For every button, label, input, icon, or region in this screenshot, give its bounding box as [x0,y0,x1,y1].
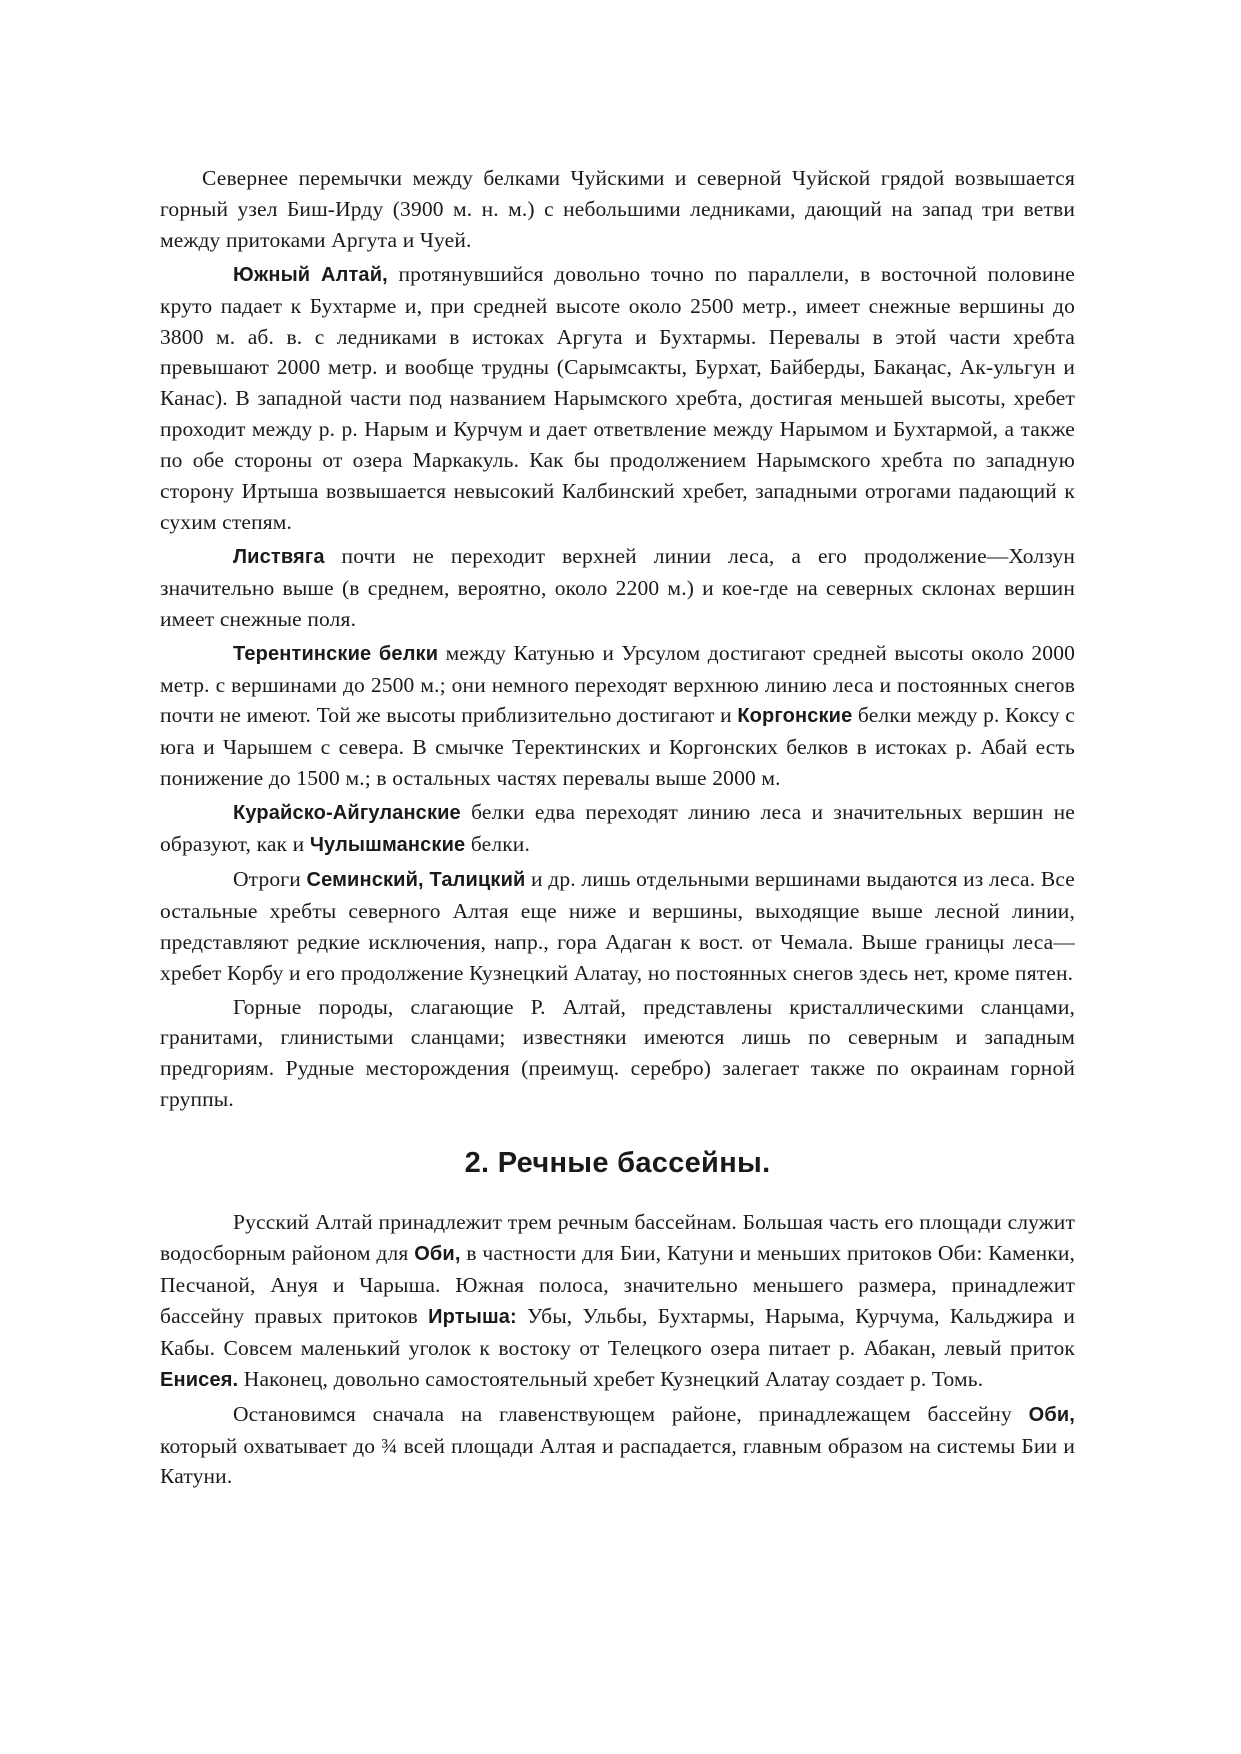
bold-term: Южный Алтай, [233,263,388,286]
bold-term: Иртыша: [428,1305,517,1328]
text-run: Горные породы, слагающие Р. Алтай, представлены кристаллическими сланцами, гранитами, глинистыми сланцами; известняки имеются лишь по северным и западным предгориям. Рудные месторождения (преимущ. серебро) залегает также по окраинам горной группы. [160,994,1075,1112]
text-run: Отроги [233,866,307,891]
text-run: Остановимся сначала на главенствующем районе, принадлежащем бассейну [233,1401,1029,1426]
paragraph [160,163,1075,256]
text-run: и др. лишь отдельными вершинами выдаются из леса. Все остальные хребты северного Алтая еще ниже и вершины, выходящие выше лесной линии, представляют редкие исключения, напр., гора Адаган к вост. от Чемала. Выше границы леса—хребет Корбу и его продолжение Кузнецкий Алатау, но постоянных снегов здесь нет, кроме пятен. [160,866,1075,985]
text-run: протянувшийся довольно точно по параллели, в восточной половине круто падает к Бухтарме и, при средней высоте около 2500 метр., имеет снежные вершины до 3800 м. аб. в. с ледниками в истоках Аргута и Бухтармы. Перевалы в этой части хребта превышают 2000 метр. и вообще трудны (Сарымсакты, Бурхат, Байберды, Бакаңас, Ак-ульгун и Канас). В западной части под названием Нарымского хребта, достигая меньшей высоты, хребет проходит между р. р. Нарым и Курчум и дает ответвление между Нарымом и Бухтармой, а также по обе стороны от озера Маркакуль. Как бы продолжением Нарымского хребта по западную сторону Иртыша возвышается невысокий Калбинский хребет, западными отрогами падающий к сухим степям. [160,261,1076,534]
paragraph [160,797,1075,861]
paragraph [160,259,1075,538]
paragraph [160,992,1075,1116]
bold-term: Оби, [1028,1403,1075,1426]
document-page [160,163,1075,1495]
text-run: в частности для Бии, Катуни и меньших притоков Оби: Каменки, Песчаной, Ануя и Чарыша. Южная полоса, значительно меньшего размера, принадлежит бассейну правых притоков [160,1241,1075,1328]
text-run: Убы, Ульбы, Бухтармы, Нарыма, Курчума, Кальджира и Кабы. Совсем маленький уголок к востоку от Телецкого озера питает р. Абакан, левый приток [160,1303,1075,1360]
bold-term: Енисея. [160,1368,239,1391]
bold-term: Листвяга [233,545,325,568]
text-run: Наконец, довольно самостоятельный хребет Кузнецкий Алатау создает р. Томь. [238,1366,984,1391]
text-run: белки между р. Коксу с юга и Чарышем с севера. В смычке Теректинских и Коргонских белков в истоках р. Абай есть понижение до 1500 м.; в остальных частях перевалы выше 2000 м. [160,703,1075,791]
paragraph [160,638,1075,795]
bold-term: Оби, [414,1243,461,1266]
text-section-river-basins [160,1207,1075,1492]
bold-term: Чулышманские [309,834,466,857]
section-heading: 2. Речные бассейны. [464,1147,771,1180]
text-run: белки едва переходят линию леса и значительных вершин не образуют, как и [160,800,1075,857]
paragraph [160,1399,1075,1493]
paragraph [160,1207,1075,1395]
bold-term: Семинский, Талицкий [306,868,526,891]
bold-term: Курайско-Айгуланские [233,802,461,825]
text-run: почти не переходит верхней линии леса, а его продолжение—Холзун значительно выше (в среднем, вероятно, около 2200 м.) и кое-где на северных склонах вершин имеет снежные поля. [160,543,1075,631]
text-run: белки. [465,832,530,857]
text-run: между Катунью и Урсулом достигают средней высоты около 2000 метр. с вершинами до 2500 м.; они немного переходят верхнюю линию леса и постоянных снегов почти не имеют. Той же высоты приблизительно достигают и [160,640,1076,728]
text-run: который охватывает до ¾ всей площади Алтая и распадается, главным образом на системы Бии и Катуни. [160,1433,1075,1489]
text-run: Русский Алтай принадлежит трем речным бассейнам. Большая часть его площади служит водосборным районом для [160,1210,1075,1266]
bold-term: Терентинские белки [233,642,439,665]
paragraph [160,541,1075,635]
paragraph [160,864,1075,989]
bold-term: Коргонские [737,705,853,728]
text-section-orography [160,163,1075,1115]
text-run: Севернее перемычки между белками Чуйскими и северной Чуйской грядой возвышается горный узел Биш-Ирду (3900 м. н. м.) с небольшими ледниками, дающий на запад три ветви между притоками Аргута и Чуей. [160,166,1075,252]
